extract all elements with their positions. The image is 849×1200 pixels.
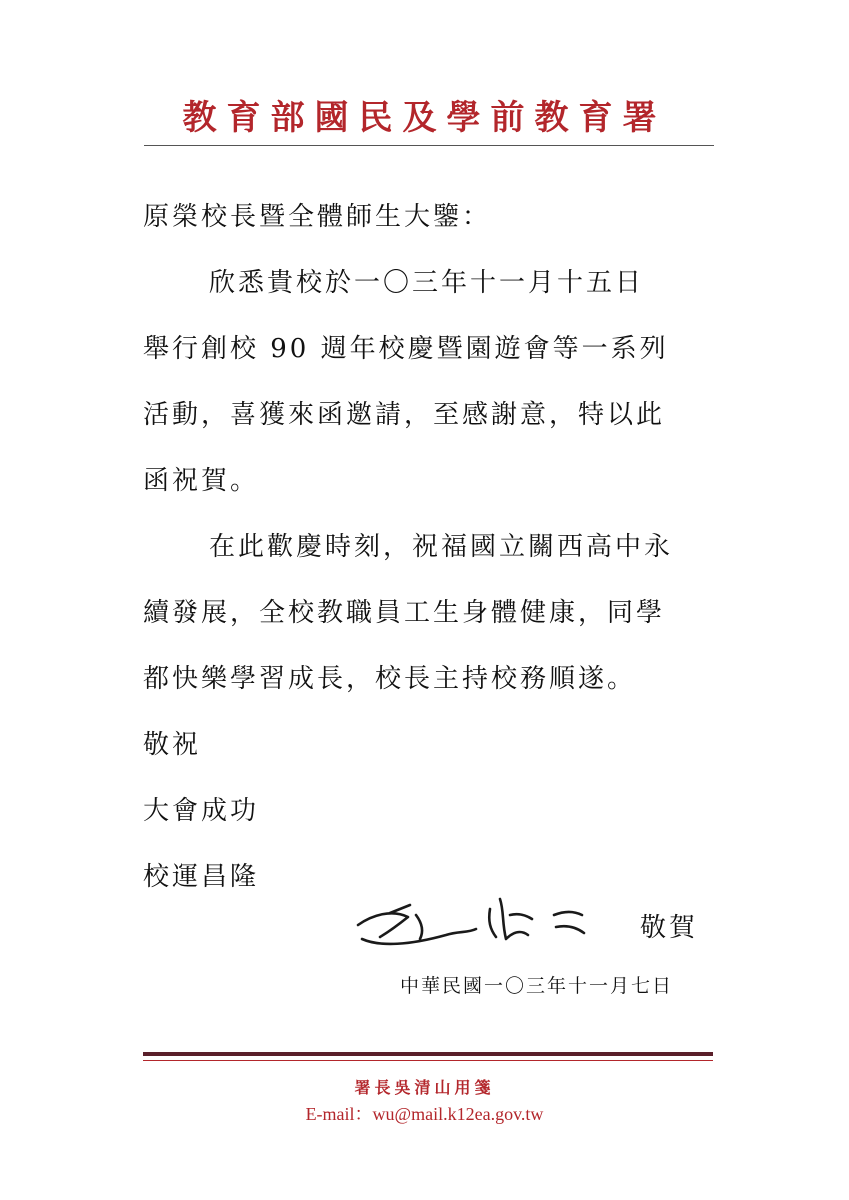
letter-body: [143, 184, 723, 910]
footer-stationery-note: 署長吳清山用箋: [354, 1078, 495, 1097]
letterhead-title: 教育部國民及學前教育署: [182, 98, 667, 138]
handwritten-signature-icon: [350, 895, 610, 955]
paragraph-2-line-1: 在此歡慶時刻，祝福國立關西高中永: [209, 532, 674, 562]
signature-block: [350, 895, 710, 965]
wish-1: 大會成功: [143, 796, 260, 826]
footer-divider-thick: [143, 1052, 713, 1056]
wish-2: 校運昌隆: [143, 862, 260, 892]
letter-date: 中華民國一〇三年十一月七日: [400, 975, 674, 997]
closing: 敬祝: [143, 730, 202, 760]
paragraph-2-line-2: 續發展，全校教職員工生身體健康，同學: [143, 598, 666, 628]
paragraph-1-line-2: 舉行創校 90 週年校慶暨園遊會等一系列: [143, 334, 669, 364]
paragraph-1-line-3: 活動，喜獲來函邀請，至感謝意，特以此: [143, 400, 666, 430]
salutation: 原榮校長暨全體師生大鑒：: [143, 202, 492, 232]
footer-divider-thin: [143, 1060, 713, 1061]
footer-email: E-mail：wu@mail.k12ea.gov.tw: [305, 1104, 544, 1124]
signature-text: 敬賀: [640, 913, 699, 943]
paragraph-1-line-1: 欣悉貴校於一〇三年十一月十五日: [209, 268, 645, 298]
paragraph-2-line-3: 都快樂學習成長，校長主持校務順遂。: [143, 664, 637, 694]
paragraph-1-line-4: 函祝賀。: [143, 466, 260, 496]
header-divider: [144, 145, 714, 146]
